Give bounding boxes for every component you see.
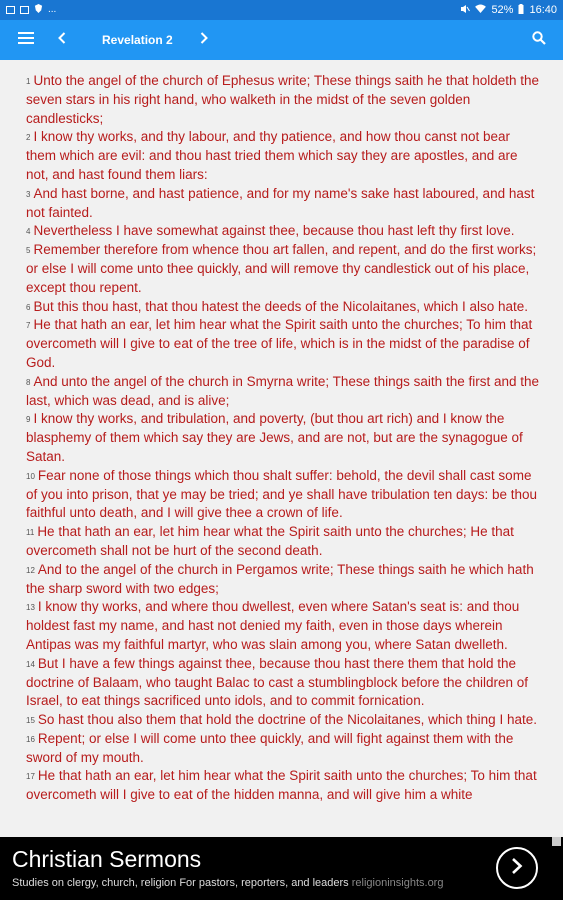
verse-number: 8: [26, 377, 31, 387]
verse-text: But I have a few things against thee, because thou hast there them that hold the doctrine of Balaam, who taught Balac to cast a stumblingblock before the children of Israel, to eat things sacrificed unto idols, and to commit fornication.: [26, 655, 529, 709]
verse-text: He that hath an ear, let him hear what the Spirit saith unto the churches; He that overcometh shall not be hurt of the second death.: [26, 524, 514, 558]
verse-number: 16: [26, 734, 35, 744]
verse[interactable]: [26, 128, 542, 184]
verse-number: 4: [26, 227, 31, 237]
verse-number: 9: [26, 415, 31, 425]
menu-button[interactable]: [12, 20, 40, 60]
verse-number: 7: [26, 321, 31, 331]
verse[interactable]: [26, 316, 542, 372]
verse-number: 6: [26, 302, 31, 312]
shield-icon: [34, 4, 43, 16]
verse-text: Fear none of those things which thou shalt suffer: behold, the devil shall cast some of you into prison, that ye may be tried; and ye shall have tribulation ten days: be thou faithful unto death, and I will give thee a crown of life.: [26, 467, 538, 521]
verse[interactable]: [26, 222, 542, 241]
verse-number: 17: [26, 772, 35, 782]
ad-open-button[interactable]: [496, 847, 538, 889]
ad-choices-icon[interactable]: [552, 837, 561, 846]
verse-text: Nevertheless I have somewhat against thee, because thou hast left thy first love.: [33, 223, 515, 239]
chevron-left-icon: [58, 31, 66, 49]
chevron-right-icon: [200, 31, 208, 49]
verse[interactable]: [26, 711, 542, 730]
verse-number: 3: [26, 189, 31, 199]
verse-text: I know thy works, and tribulation, and poverty, (but thou art rich) and I know the blasphemy of them which say they are Jews, and are not, but are the synagogue of Satan.: [26, 411, 523, 464]
ad-description[interactable]: [12, 877, 443, 889]
wifi-icon: [475, 4, 486, 16]
verse-number: 1: [26, 77, 31, 86]
verse-text: Remember therefore from whence thou art fallen, and repent, and do the first works; or else I will come unto thee quickly, and will remove thy candlestick out of his place, except thou repent.: [26, 242, 537, 295]
ad-title[interactable]: Christian Sermons: [12, 846, 202, 872]
verse[interactable]: [26, 373, 542, 411]
chapter-text[interactable]: [26, 72, 542, 837]
verse-number: 10: [26, 471, 35, 481]
verse[interactable]: [26, 410, 542, 466]
verse[interactable]: [26, 467, 542, 523]
verse-text: He that hath an ear, let him hear what the Spirit saith unto the churches; To him that overcometh will I give to eat of the tree of life, which is in the midst of the paradise of God.: [26, 317, 533, 370]
verse-text: And unto the angel of the church in Smyrna write; These things saith the first and the last, which was dead, and is alive;: [26, 373, 539, 408]
verse[interactable]: [26, 185, 542, 223]
verse-text: Unto the angel of the church of Ephesus write; These things saith he that holdeth the seven stars in his right hand, who walketh in the midst of the seven golden candlesticks;: [26, 73, 540, 126]
verse-number: 5: [26, 246, 31, 256]
battery-level: 52%: [491, 4, 514, 16]
chevron-right-circle-icon: [511, 857, 523, 880]
status-system: [460, 4, 557, 17]
verse-number: 12: [26, 565, 35, 575]
verse[interactable]: [26, 241, 542, 297]
verse[interactable]: [26, 730, 542, 768]
verse-number: 13: [26, 603, 35, 613]
hamburger-menu-icon: [18, 31, 34, 49]
status-more-dots: ...: [48, 4, 57, 15]
verse-number: 11: [26, 528, 35, 538]
verse[interactable]: [26, 72, 542, 128]
notification-icon: [6, 6, 15, 14]
verse[interactable]: [26, 561, 542, 599]
verse-number: 15: [26, 716, 35, 726]
verse-text: I know thy works, and where thou dwellest, even where Satan's seat is: and thou holdest fast my name, and hast not denied my faith, even in those days wherein Antipas was my faithful martyr, who was slain among you, where Satan dwelleth.: [26, 599, 520, 652]
ad-description-text: Studies on clergy, church, religion For pastors, reporters, and leaders: [12, 877, 349, 889]
verse[interactable]: [26, 767, 542, 805]
search-icon: [532, 31, 546, 50]
battery-icon: [518, 4, 524, 17]
search-button[interactable]: [525, 20, 553, 60]
image-icon: [20, 6, 29, 14]
previous-chapter-button[interactable]: [50, 20, 74, 60]
clock: 16:40: [529, 4, 557, 16]
verse-text: And to the angel of the church in Pergamos write; These things saith he which hath the sharp sword with two edges;: [26, 561, 534, 596]
ad-domain: religioninsights.org: [351, 877, 444, 889]
ad-banner[interactable]: [0, 837, 563, 900]
verse-text: He that hath an ear, let him hear what the Spirit saith unto the churches; To him that overcometh will I give to eat of the hidden manna, and will give him a white: [26, 768, 537, 803]
next-chapter-button[interactable]: [192, 20, 216, 60]
chapter-title[interactable]: Revelation 2: [102, 33, 173, 47]
status-bar: [0, 0, 563, 20]
verse-number: 14: [26, 659, 35, 669]
verse-text: And hast borne, and hast patience, and for my name's sake hast laboured, and hast not fainted.: [26, 185, 535, 220]
verse-text: I know thy works, and thy labour, and thy patience, and how thou canst not bear them which are evil: and thou hast tried them which say they are apostles, and are not, and hast found them liars:: [26, 129, 518, 182]
status-notifications: [6, 4, 56, 16]
verse[interactable]: [26, 298, 542, 317]
verse[interactable]: [26, 598, 542, 654]
verse[interactable]: [26, 655, 542, 711]
verse-number: 2: [26, 133, 31, 143]
verse-text: So hast thou also them that hold the doctrine of the Nicolaitanes, which thing I hate.: [37, 712, 537, 728]
mute-icon: [460, 4, 470, 17]
verse[interactable]: [26, 523, 542, 561]
verse-text: Repent; or else I will come unto thee quickly, and will fight against them with the sword of my mouth.: [26, 730, 514, 765]
app-toolbar: [0, 20, 563, 60]
verse-text: But this thou hast, that thou hatest the deeds of the Nicolaitanes, which I also hate.: [33, 298, 529, 314]
